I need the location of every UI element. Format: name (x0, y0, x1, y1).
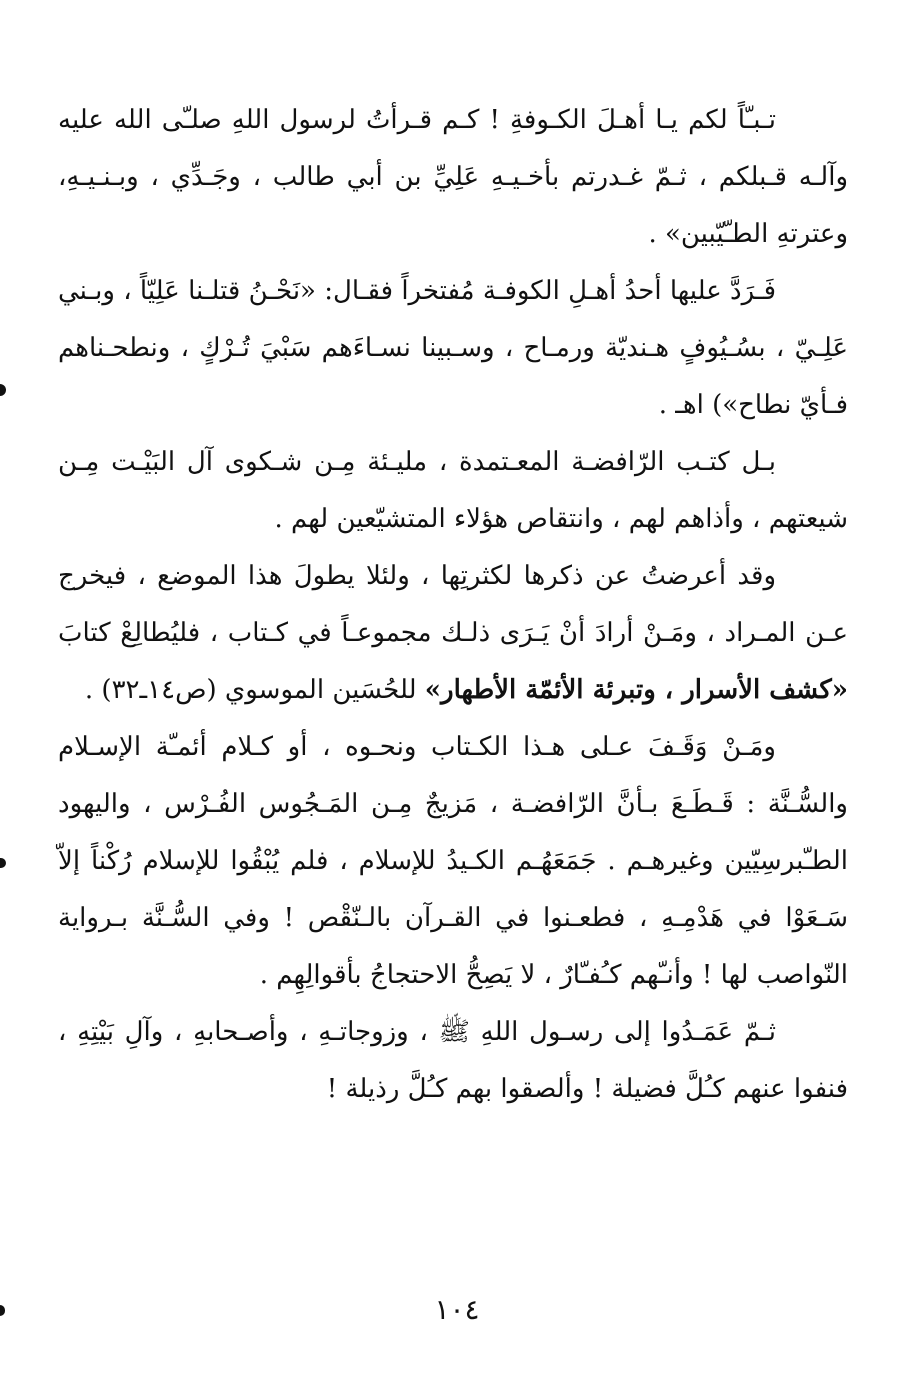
paragraph-text: تـبـّاً لكم يـا أهـلَ الكـوفةِ ! كـم قـرأتُ لرسول اللهِ صلـّى الله عليه وآلـه قـبلكم ، ثـمّ غـدرتم بأخـيـهِ عَلِيِّ بن أبي طالب ، وجَـدِّي ، وبـنـيـهِ، وعترتهِ الطـّيّبين» . (58, 105, 848, 249)
paragraph (58, 263, 848, 434)
book-title-text: «كشف الأسرار ، وتبرئة الأئمّة الأطهار» (424, 675, 848, 705)
paragraph (58, 548, 848, 719)
paragraph-text: ثـمّ عَمَـدُوا إلى رسـول اللهِ ﷺ ، وزوجاتـهِ ، وأصـحابهِ ، وآلِ بَيْتِهِ ، فنفوا عنهم كـُلَّ فضيلة ! وألصقوا بهم كـُلَّ رذيلة ! (58, 1017, 848, 1104)
paragraph-text: فَـرَدَّ عليها أحدُ أهـلِ الكوفـة مُفتخراً فقـال: «نَحْـنُ قتلـنا عَلِيّاً ، وبـني عَلِـيّ ، بسُـيُوفٍ هـنديّة ورمـاح ، وسـبينا نسـاءَهم سَبْيَ تُـرْكٍ ، ونطحـناهم فـأيّ نطاح») اهـ . (58, 276, 848, 420)
paragraph (58, 1004, 848, 1118)
paragraph-text: للحُسَين الموسوي (ص١٤ـ٣٢) . (84, 675, 425, 705)
paragraph-text: وقد أعرضتُ عن ذكرها لكثرتِها ، ولئلا يطولَ هذا الموضع ، فيخرج عـن المـراد ، ومَـنْ أرادَ أنْ يَـرَى ذلـك مجموعـاً في كـتاب ، فليُطالِعْ كتابَ (58, 561, 848, 648)
paragraph (58, 434, 848, 548)
paragraph-text: بـل كتـب الرّافضـة المعـتمدة ، مليـئة مِـن شـكوى آل البَيْـت مِـن شيعتهم ، وأذاهم لهم ، وانتقاص هؤلاء المتشيّعين لهم . (58, 447, 848, 534)
margin-mark (0, 384, 6, 396)
paragraph (58, 92, 848, 263)
paragraph-text: ومَـنْ وَقَـفَ عـلى هـذا الكـتاب ونحـوه ، أو كـلام أئمـّة الإسـلام والسُّـنَّة : قَـطَـعَ بـأنَّ الرّافضـة ، مَزيجٌ مِـن المَـجُوس الفُـرْس ، واليهود الطـّبرسِيّين وغيرهـم . جَمَعَهُـم الكـيدُ للإسلام ، فلم يُبْقُوا للإسلام رُكْناً إلاّ سَـعَوْا في هَدْمِـهِ ، فطعـنوا في القـرآن بالـنّقْص ! وفي السُّـنَّة بـرواية النّواصب لها ! وأنـّهم كـُفـّارٌ ، لا يَصِحُّ الاحتجاجُ بأقوالِهِم . (58, 732, 848, 990)
page-number: ١٠٤ (434, 1293, 480, 1326)
margin-mark (0, 858, 6, 868)
paragraph (58, 719, 848, 1004)
page-body-text (58, 92, 848, 1118)
